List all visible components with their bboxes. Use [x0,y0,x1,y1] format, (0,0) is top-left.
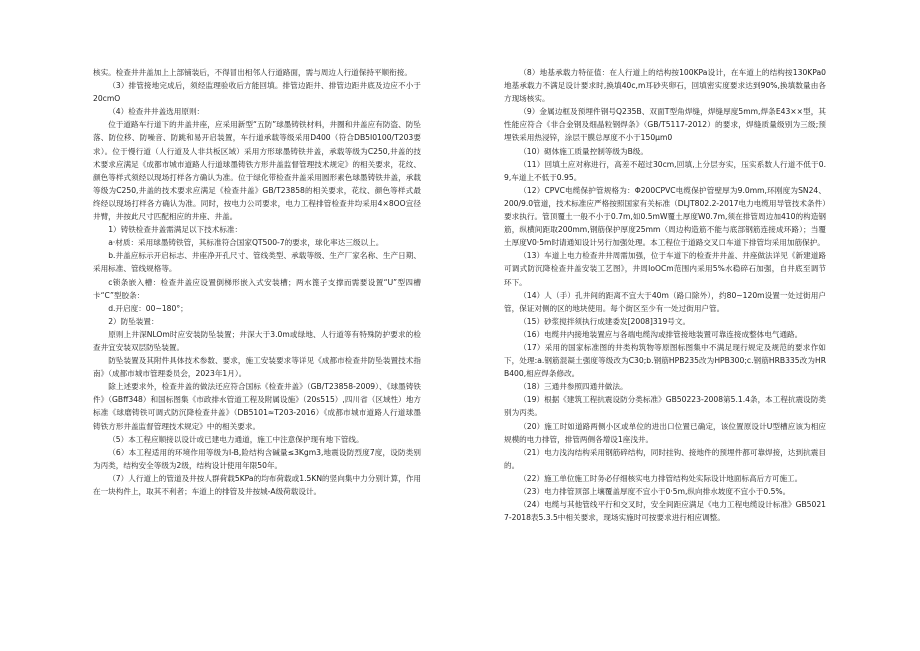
left-column [93,66,421,498]
paragraph: （17）采用的国家标准图的井类构筑物等原图标图集中不满足现行规定及规范的要求作如下，处理:a.钢筋混凝土强度等级改为C30;b.钢筋HPB235改为HPB300;c.钢筋HRB335改为HRB400,相应焊条修改。 [504,342,826,379]
paragraph: （11）回填土应对称进行，高差不超过30cm,回填,上分层夯实，压实系数人行道不低于0.9,车道上不低于0.95。 [504,159,826,182]
paragraph: 2）防坠装置： [108,316,159,326]
paragraph: （7）人行道上的管道及井按人群荷载5KPa的均布荷载或1.5KN的竖向集中力分别计算，作用在一块构件上，取其不利者；车道上的排管及井按城-A级荷载设计。 [93,473,421,496]
paragraph: （14）人（手）孔井间的距离不宜大于40m（路口除外），约80~120m设置一处过街用户管，保证对侧的区的地块使用。每个街区至少有一处过街用户管。 [504,290,826,313]
paragraph: （24）电缆与其他管线平行和交叉时，安全间距应满足《电力工程电缆设计标准》GB50217-2018表5.3.5中相关要求，现场实施时可按要求进行相应调整。 [504,500,826,523]
paragraph: （9）金属边框及预埋件钢号Q235B、双面T型角焊缝，焊缝厚度5mm,焊条E43××型，其性能应符合《非合金钢及细晶粒钢焊条》（GB/T5117-2012）的要求，焊缝质量级别为三级;预埋铁采用热浸锌，涂层干膜总厚度不小于150μm0 [504,107,826,143]
paragraph: 核实。检查井井盖加上上部铺装后，不得冒出相邻人行道路面，需与周边人行道保持平顺衔接。 [93,68,412,77]
paragraph: （20）施工时如道路两侧小区或单位的进出口位置已确定，该位置原设计U型槽应该为相应规模的电力排管，排管两侧各增设1座浅井。 [504,421,826,444]
paragraph: 原则上井深NLOm时应安装防坠装置；井深大于3.0m或绿地、人行道等有特殊防护要求的检查井宜安装双层防坠装置。 [93,329,421,352]
paragraph: d.开启度：00~180°； [108,303,188,313]
paragraph: （21）电力浅沟结构采用钢筋碎结构，同时挂钩、接地件的预埋件都可靠焊接，达到抗震目的。 [504,447,826,470]
paragraph: 位于道路车行道下的井盖井座，应采用新型“五防”球墨铸铁材料，井圈和井盖应有防盗、防坠落、防位移、防噪音、防跳和易开启装置，车行道承载等级采用D400（符合DB5I0100/T203要求）。位于慢行道（人行道及人非共板区域）采用方形球墨铸铁井盖，承载等级为C250,井盖的技术要求应满足《成都市城市道路人行道球墨铸铁方形井盖监督管理技术规定》的相关要求，花纹、颜色等样式须经以现场打样各方确认为准。位于绿化带检查井盖采用圆形素色球墨铸铁井盖，承载等级为C250,井盖的技术要求应满足《检查井盖》GB/T23858的相关要求，花纹、颜色等样式最终经以现场打样各方确认为准。同时，按电力公司要求，电力工程排管检查井均采用4×8OO宜径井臂，井按此尺寸匹配相应的井座、井盖。 [93,120,421,222]
paragraph: （15）砂浆搅拌须执行成建委发[2008]319号文。 [519,316,691,326]
paragraph: 防坠装置及其附件具体技术参数、要求，施工安装要求等详见《成都市检查井防坠装置技术指南》（成都市城市管理委员会，2023年1月）。 [93,356,421,379]
paragraph: c锁条嵌入槽：检查井盖应设置倒梯形嵌入式安装槽；两水篦子支撑而需要设置“U”型四槽卡“C”型胶条： [93,277,421,300]
paragraph: （5）本工程应顺接以设计或已建电力通道，施工中注意保护现有地下管线。 [108,434,364,444]
paragraph: （19）根据《建筑工程抗震设防分类标准》GB50223-2008第5.1.4条，本工程抗震设防类别为丙类。 [504,395,826,418]
paragraph: 1）铸铁检查井盖需满足以下技术标准： [108,225,243,235]
paragraph: （23）电力排管顶部上壤覆盖厚度不宜小于0·5m,纵向排水坡度不宜小于0.5%。 [519,487,791,496]
paragraph: （16）电缆井内接地装置应与各端电缆沟或排管接地装置可靠连接成整体电气通路。 [519,329,803,339]
paragraph: （8）地基承载力特征值：在人行道上的结构按100KPa设计，在车道上的结构按130KPa0地基承载力不满足设计要求时,换填40c,m耳砂夹卵石，回填密实度要求达到90%,换填数量由各方现场核实。 [504,68,826,104]
paragraph: （6）本工程适用的环境作用等级为I-B,险结构含碱量≤3Kgm3,地震设防烈度7度，设防类别为丙类，结构安全等级为2级，结构设计使用年限50年。 [93,447,421,470]
paragraph: （22）施工单位施工时务必仔细核实电力排管结构处实际设计地面标高后方可施工。 [519,473,803,483]
paragraph: （12）CPVC电缆保护管规格为：Φ200CPVC电缆保护管壁厚为9.0mm,环刚度为SN24、200/9.0管道，技术标准应严格按照国家有关标准（DLJT802.2-2017电力电缆用导管技术条件）要求执行。管顶覆土一般不小于0.7m,如0.5mW覆土厚度W0.7m,须在排管周边加410的构造钢筋，纵横间距取200mm,钢筋保护厚度25mm（周边构造筋不能与底部钢筋连接成环路）；当覆土厚度V0·5m时请通知设计另行加强处理。本工程位于道路交叉口车道下排管均采用加筋保护。 [504,185,826,248]
paragraph: （4）检查井井盖选用原则： [108,107,205,117]
paragraph: 除上述要求外，检查井盖的做法还应符合国标《检查井盖》（GB/T23858-2009）、《球墨铸铁件》（GBff348）和国标图集《市政排水管道工程及附属设施》（20s515）,四川省（区域性）地方标准《球磨铸铁可调式防沉降检查井盖》（DB5101≈T203-2016）《成都市城市道路人行道球墨铸铁方形井盖监督管理技术规定》中的相关要求。 [93,382,421,431]
paragraph: （18）三通井参照四通井做法。 [519,382,628,392]
right-column [504,66,826,524]
paragraph: a·材质：采用球墨铸铁管，其标准符合国家QT500-7的要求，球化率达三级以上。 [108,238,384,248]
paragraph: （10）砌体施工质量控制等级为B级。 [519,146,648,156]
paragraph: b.井盖应标示开启标志、井座净开孔尺寸、管线类型、承载等级、生产厂家名称、生产日期、采用标准、管线规格等。 [93,251,421,274]
paragraph: （3）排管接地完成后，须经监理验收后方能回填。排管边距井、排管边距井底及边应不小于20cmO [93,81,421,104]
paragraph: （13）车道上电力检查井井周需加强，位于车道下的检查井井盖、井座做法详见《新建道路可调式防沉降检查井盖安装工艺图》，井周IoOCm范围内采用5%水稳碎石加强，自井底至调节环下。 [504,251,826,287]
